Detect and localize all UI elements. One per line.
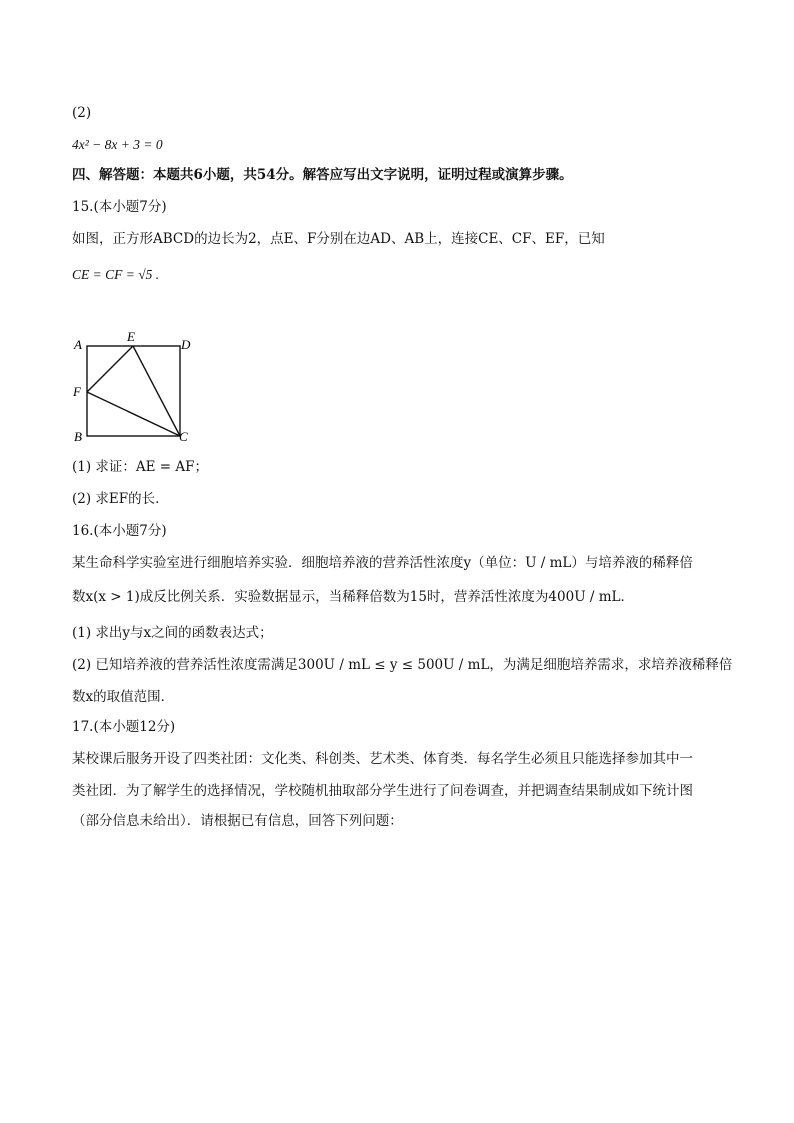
quadratic-equation: 4x² − 8x + 3 = 0 — [72, 137, 163, 152]
q16-part-2-line-1: (2) 已知培养液的营养活性浓度需满足300U / mL ≤ y ≤ 500U / mL，为满足细胞培养需求，求培养液稀释倍 — [72, 657, 733, 673]
q15-part-2: (2) 求EF的长． — [72, 491, 169, 507]
label-b: B — [74, 429, 82, 444]
label-c: C — [179, 429, 188, 444]
q16-part-1: (1) 求出y与x之间的函数表达式； — [72, 625, 273, 641]
label-a: A — [74, 337, 82, 352]
segment-ce — [133, 346, 180, 436]
part-2-label: (2) — [72, 105, 92, 121]
label-f: F — [73, 384, 81, 399]
q15-stem-line-1: 如图，正方形ABCD的边长为2，点E、F分别在边AD、AB上，连接CE、CF、EF，已知 — [72, 231, 605, 247]
q15-stem-line-2: CE = CF = √5 . — [72, 267, 160, 282]
segment-cf — [87, 392, 180, 436]
label-e: E — [127, 329, 135, 344]
q15-title: 15.(本小题7分) — [72, 199, 167, 215]
label-d: D — [181, 337, 191, 352]
q17-title: 17.(本小题12分) — [72, 719, 176, 735]
square-abcd — [87, 346, 180, 436]
q17-stem-line-1: 某校课后服务开设了四类社团：文化类、科创类、艺术类、体育类．每名学生必须且只能选择参加其中一 — [72, 751, 693, 767]
q16-title: 16.(本小题7分) — [72, 523, 167, 539]
q16-part-2-line-2: 数x的取值范围． — [72, 689, 175, 705]
q16-stem-line-1: 某生命科学实验室进行细胞培养实验．细胞培养液的营养活性浓度y（单位：U / mL）与培养液的稀释倍 — [72, 555, 693, 571]
q17-stem-line-2: 类社团．为了解学生的选择情况，学校随机抽取部分学生进行了问卷调查，并把调查结果制成如下统计图 — [72, 783, 693, 799]
square-figure — [68, 328, 198, 448]
q15-part-1: (1) 求证：AE = AF； — [72, 459, 209, 475]
segment-ef — [87, 346, 133, 392]
q16-stem-line-2: 数x(x > 1)成反比例关系．实验数据显示，当稀释倍数为15时，营养活性浓度为400U / mL． — [72, 589, 634, 605]
section-header: 四、解答题：本题共6小题，共54分。解答应写出文字说明，证明过程或演算步骤。 — [72, 167, 573, 183]
q17-stem-line-3: （部分信息未给出）．请根据已有信息，回答下列问题： — [72, 813, 403, 829]
